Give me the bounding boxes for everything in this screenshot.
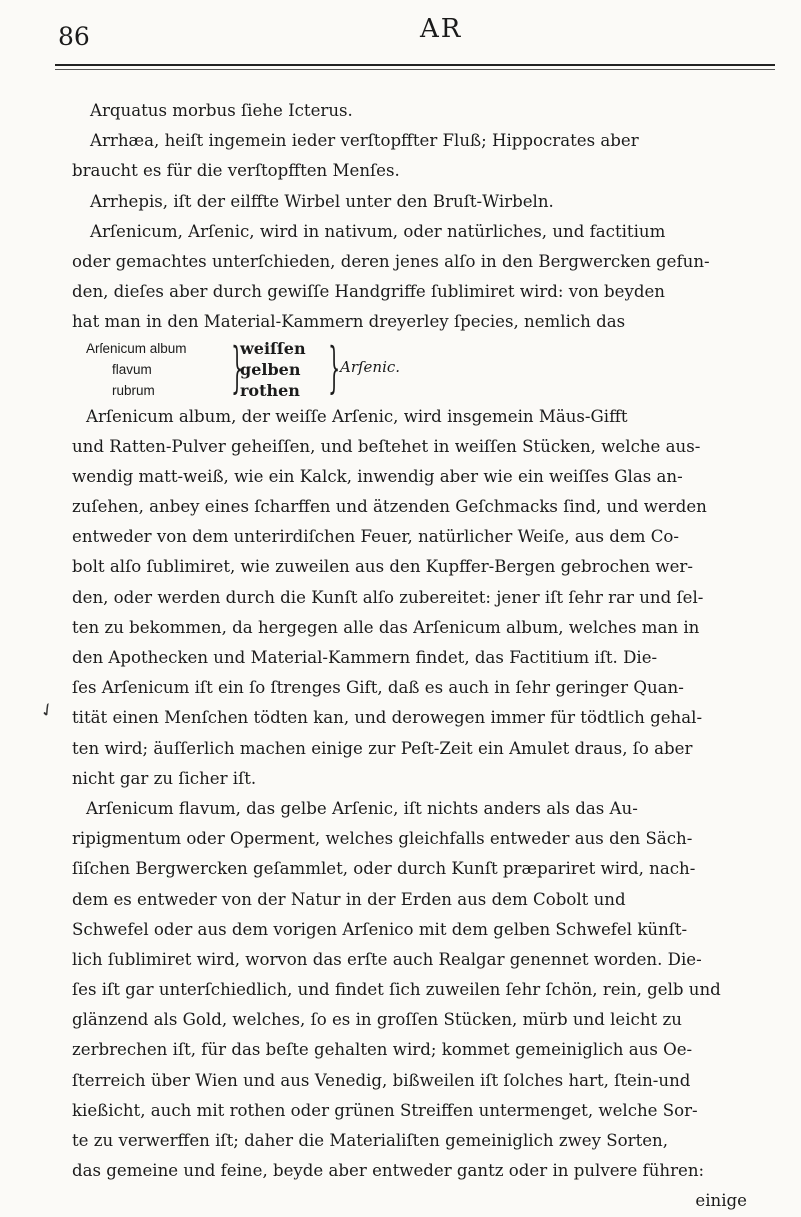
text-line: ſes iſt gar unterſchiedlich, und findet ſich zuweilen ſehr ſchön, rein, gelb und [72,980,721,1000]
text-line: Arrhæa, heiſt ingemein ieder verſtopffter Fluß; Hippocrates aber [90,131,639,151]
text-line: ſterreich über Wien und aus Venedig, bißweilen iſt ſolches hart, ſtein‑und [72,1070,691,1090]
text-line: Arſenicum album, der weiſſe Arſenic, wird insgemein Mäus‑Gifft [86,406,628,426]
species-latin: flavum [112,361,152,377]
species-german: gelben [240,359,301,379]
entry-text [72,96,767,1217]
text-line: ſes Arſenicum iſt ein ſo ſtrenges Gift, daß es auch in ſehr geringer Quan‑ [72,678,684,698]
species-german-names [240,338,330,401]
text-line: den, dieſes aber durch gewiſſe Handgriffe ſublimiret wird: von beyden [72,282,665,302]
text-line: glänzend als Gold, welches, ſo es in groſſen Stücken, mürb und leicht zu [72,1010,682,1030]
text-line: nicht gar zu ſicher iſt. [72,768,257,788]
margin-check-mark: ✓ [35,697,60,724]
species-german: rothen [240,380,300,400]
text-line: den Apothecken und Material‑Kammern findet, das Factitium iſt. Die‑ [72,648,658,667]
text-line: zerbrechen iſt, für das beſte gehalten wird; kommet gemeiniglich aus Oe‑ [72,1040,693,1060]
text-line: Schwefel oder aus dem vorigen Arſenico mit dem gelben Schwefel künſt‑ [72,919,688,939]
species-latin: Arſenicum album [86,340,187,356]
page-header [55,8,775,60]
species-latin-names [86,338,226,401]
text-line: und Ratten‑Pulver geheiſſen, und beſtehet in weiſſen Stücken, welche aus‑ [72,436,701,456]
arsenic-species-table [72,335,767,402]
text-line: hat man in den Material‑Kammern dreyerley ſpecies, nemlich das [72,312,626,332]
text-line: zuſehen, anbey eines ſcharffen und ätzenden Geſchmacks ſind, und werden [72,497,707,517]
header-rule [55,64,775,66]
header-rule-thin [55,69,775,70]
page-number: 86 [58,22,90,51]
text-line: braucht es für die verſtopfften Menſes. [72,161,400,181]
species-latin: rubrum [112,382,155,398]
text-line: Arrhepis, iſt der eilffte Wirbel unter den Bruſt‑Wirbeln. [90,191,554,211]
text-line: oder gemachtes unterſchieden, deren jenes alſo in den Bergwercken gefun‑ [72,251,710,271]
text-line: Arſenicum flavum, das gelbe Arſenic, iſt nichts anders als das Au‑ [86,798,638,818]
text-line: lich ſublimiret wird, worvon das erſte auch Realgar genennet worden. Die‑ [72,949,702,969]
text-line: ten wird; äuſſerlich machen einige zur Peſt‑Zeit ein Amulet draus, ſo aber [72,738,693,758]
brace-right: } [328,335,341,399]
text-line: kießicht, auch mit rothen oder grünen Streiffen untermenget, welche Sor‑ [72,1100,698,1120]
text-line: entweder von dem unterirdiſchen Feuer, natürlicher Weiſe, aus dem Co‑ [72,527,680,547]
species-group-label: Arſenic. [340,357,401,376]
species-german: weiſſen [240,338,306,358]
text-line: Arſenicum, Arſenic, wird in nativum, oder natürliches, und factitium [90,221,666,241]
catchword: einige [695,1191,747,1211]
running-head: AR [420,14,463,44]
text-line: tität einen Menſchen tödten kan, und derowegen immer für tödtlich gehal‑ [72,708,703,728]
text-line: bolt alſo ſublimiret, wie zuweilen aus den Kupffer‑Bergen gebrochen wer‑ [72,557,693,577]
text-line: ten zu bekommen, da hergegen alle das Arſenicum album, welches man in [72,617,700,637]
text-line: wendig matt‑weiß, wie ein Kalck, inwendig aber wie ein weiſſes Glas an‑ [72,466,683,486]
text-line: dem es entweder von der Natur in der Erden aus dem Cobolt und [72,889,626,909]
text-line: Arquatus morbus ſiehe Icterus. [90,101,353,120]
text-line: das gemeine und feine, beyde aber entweder gantz oder in pulvere führen: [72,1161,705,1181]
text-line: te zu verwerffen iſt; daher die Materialiſten gemeiniglich zwey Sorten, [72,1131,669,1150]
text-line: ripigmentum oder Operment, welches gleichfalls entweder aus den Säch‑ [72,829,693,849]
text-line: ſiſchen Bergwercken geſammlet, oder durch Kunſt præpariret wird, nach‑ [72,859,696,879]
brace-left: } [231,335,244,399]
text-line: den, oder werden durch die Kunſt alſo zubereitet: jener iſt ſehr rar und ſel‑ [72,587,704,607]
